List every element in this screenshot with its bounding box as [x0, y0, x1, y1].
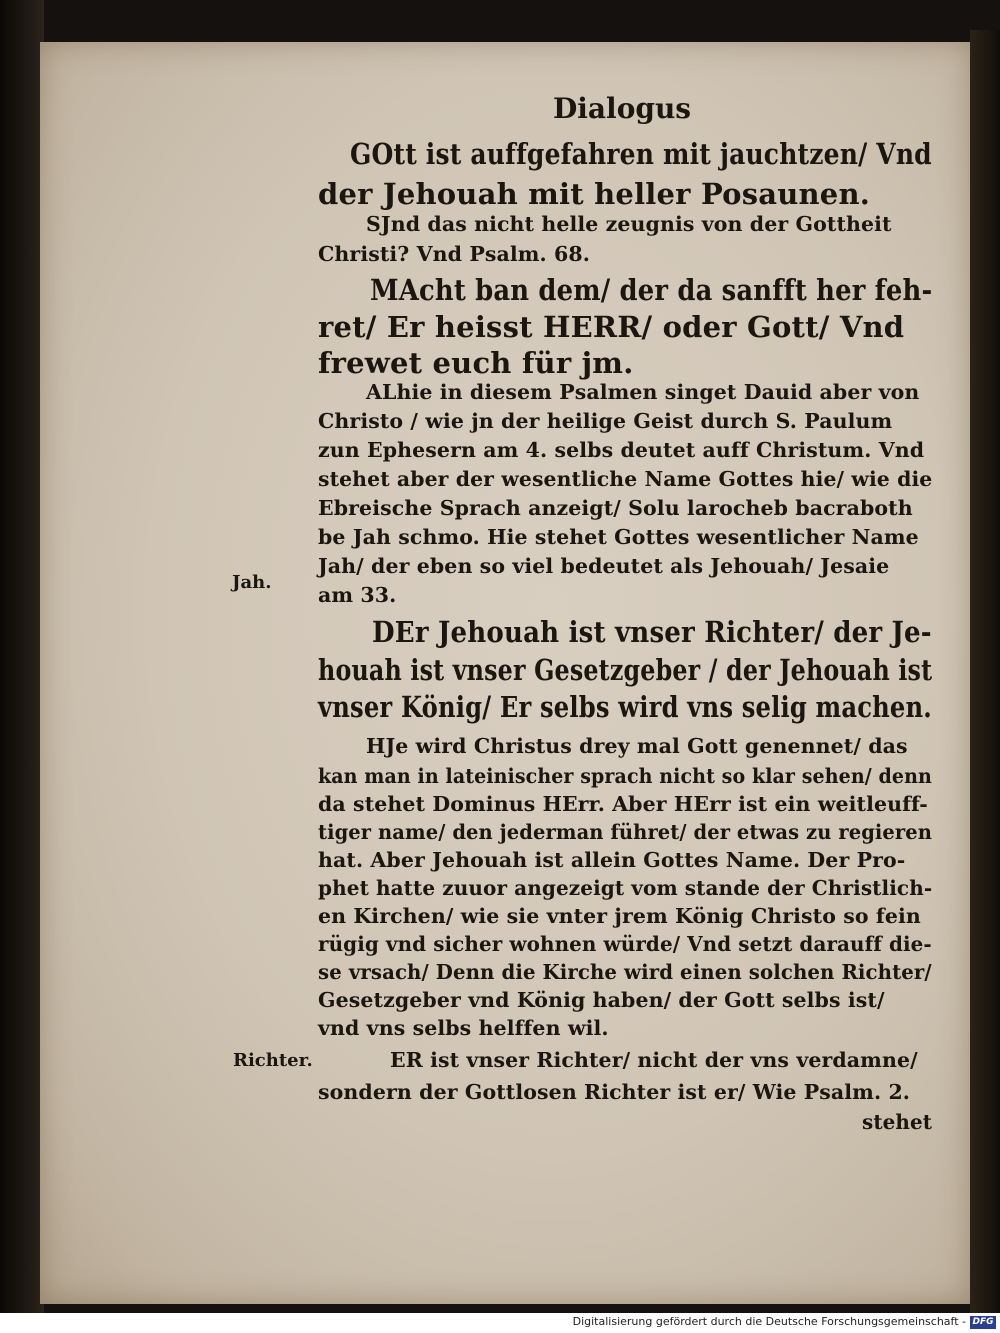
text-line: SJnd das nicht helle zeugnis von der Gottheit [366, 212, 892, 236]
text-line: MAcht ban dem/ der da sanfft her feh- [370, 273, 933, 307]
text-line: ret/ Er heisst HERR/ oder Gott/ Vnd [318, 310, 905, 344]
footer-credit: Digitalisierung gefördert durch die Deutsche Forschungsgemeinschaft - [572, 1315, 966, 1328]
text-line: frewet euch für jm. [318, 346, 634, 380]
text-line: se vrsach/ Denn die Kirche wird einen solchen Richter/ [318, 960, 932, 984]
dfg-logo-icon: DFG [970, 1316, 996, 1329]
text-line: am 33. [318, 583, 397, 607]
page-edge [970, 30, 1000, 1320]
text-line: stehet aber der wesentliche Name Gottes hie/ wie die [318, 467, 933, 491]
text-line: tiger name/ den jederman führet/ der etwas zu regieren [318, 820, 933, 844]
text-line: phet hatte zuuor angezeigt vom stande der Christlich- [318, 876, 933, 900]
footer-bar [0, 1313, 1000, 1333]
text-line: en Kirchen/ wie sie vnter jrem König Christo so fein [318, 904, 921, 928]
text-line: rügig vnd sicher wohnen würde/ Vnd setzt darauff die- [318, 932, 932, 956]
text-line: Gesetzgeber vnd König haben/ der Gott selbs ist/ [318, 988, 885, 1012]
margin-note: Jah. [232, 572, 272, 593]
text-line: kan man in lateinischer sprach nicht so klar sehen/ denn [318, 764, 932, 788]
text-line: houah ist vnser Gesetzgeber / der Jehouah ist [318, 653, 933, 687]
text-line: vnser König/ Er selbs wird vns selig machen. [318, 690, 932, 724]
text-line: hat. Aber Jehouah ist allein Gottes Name. Der Pro- [318, 848, 906, 872]
page-header: Dialogus [553, 92, 692, 125]
text-line: Jah/ der eben so viel bedeutet als Jehouah/ Jesaie [318, 554, 890, 578]
text-line: Ebreische Sprach anzeigt/ Solu larocheb bacraboth [318, 496, 913, 520]
catchword: stehet [862, 1110, 933, 1134]
text-line: ER ist vnser Richter/ nicht der vns verdamne/ [390, 1048, 918, 1072]
margin-note: Richter. [233, 1050, 313, 1071]
text-line: Christi? Vnd Psalm. 68. [318, 242, 590, 266]
book-spine [0, 0, 44, 1313]
text-line: DEr Jehouah ist vnser Richter/ der Je- [372, 615, 932, 649]
text-line: Christo / wie jn der heilige Geist durch S. Paulum [318, 409, 893, 433]
text-line: sondern der Gottlosen Richter ist er/ Wie Psalm. 2. [318, 1080, 911, 1104]
text-line: ALhie in diesem Psalmen singet Dauid aber von [366, 380, 920, 404]
text-line: vnd vns selbs helffen wil. [318, 1016, 609, 1040]
text-line: da stehet Dominus HErr. Aber HErr ist ein weitleuff- [318, 792, 928, 816]
text-line: GOtt ist auffgefahren mit jauchtzen/ Vnd [350, 137, 932, 171]
text-line: der Jehouah mit heller Posaunen. [318, 177, 871, 211]
text-line: HJe wird Christus drey mal Gott genennet/ das [366, 734, 908, 758]
text-line: zun Ephesern am 4. selbs deutet auff Christum. Vnd [318, 438, 925, 462]
text-line: be Jah schmo. Hie stehet Gottes wesentlicher Name [318, 525, 919, 549]
